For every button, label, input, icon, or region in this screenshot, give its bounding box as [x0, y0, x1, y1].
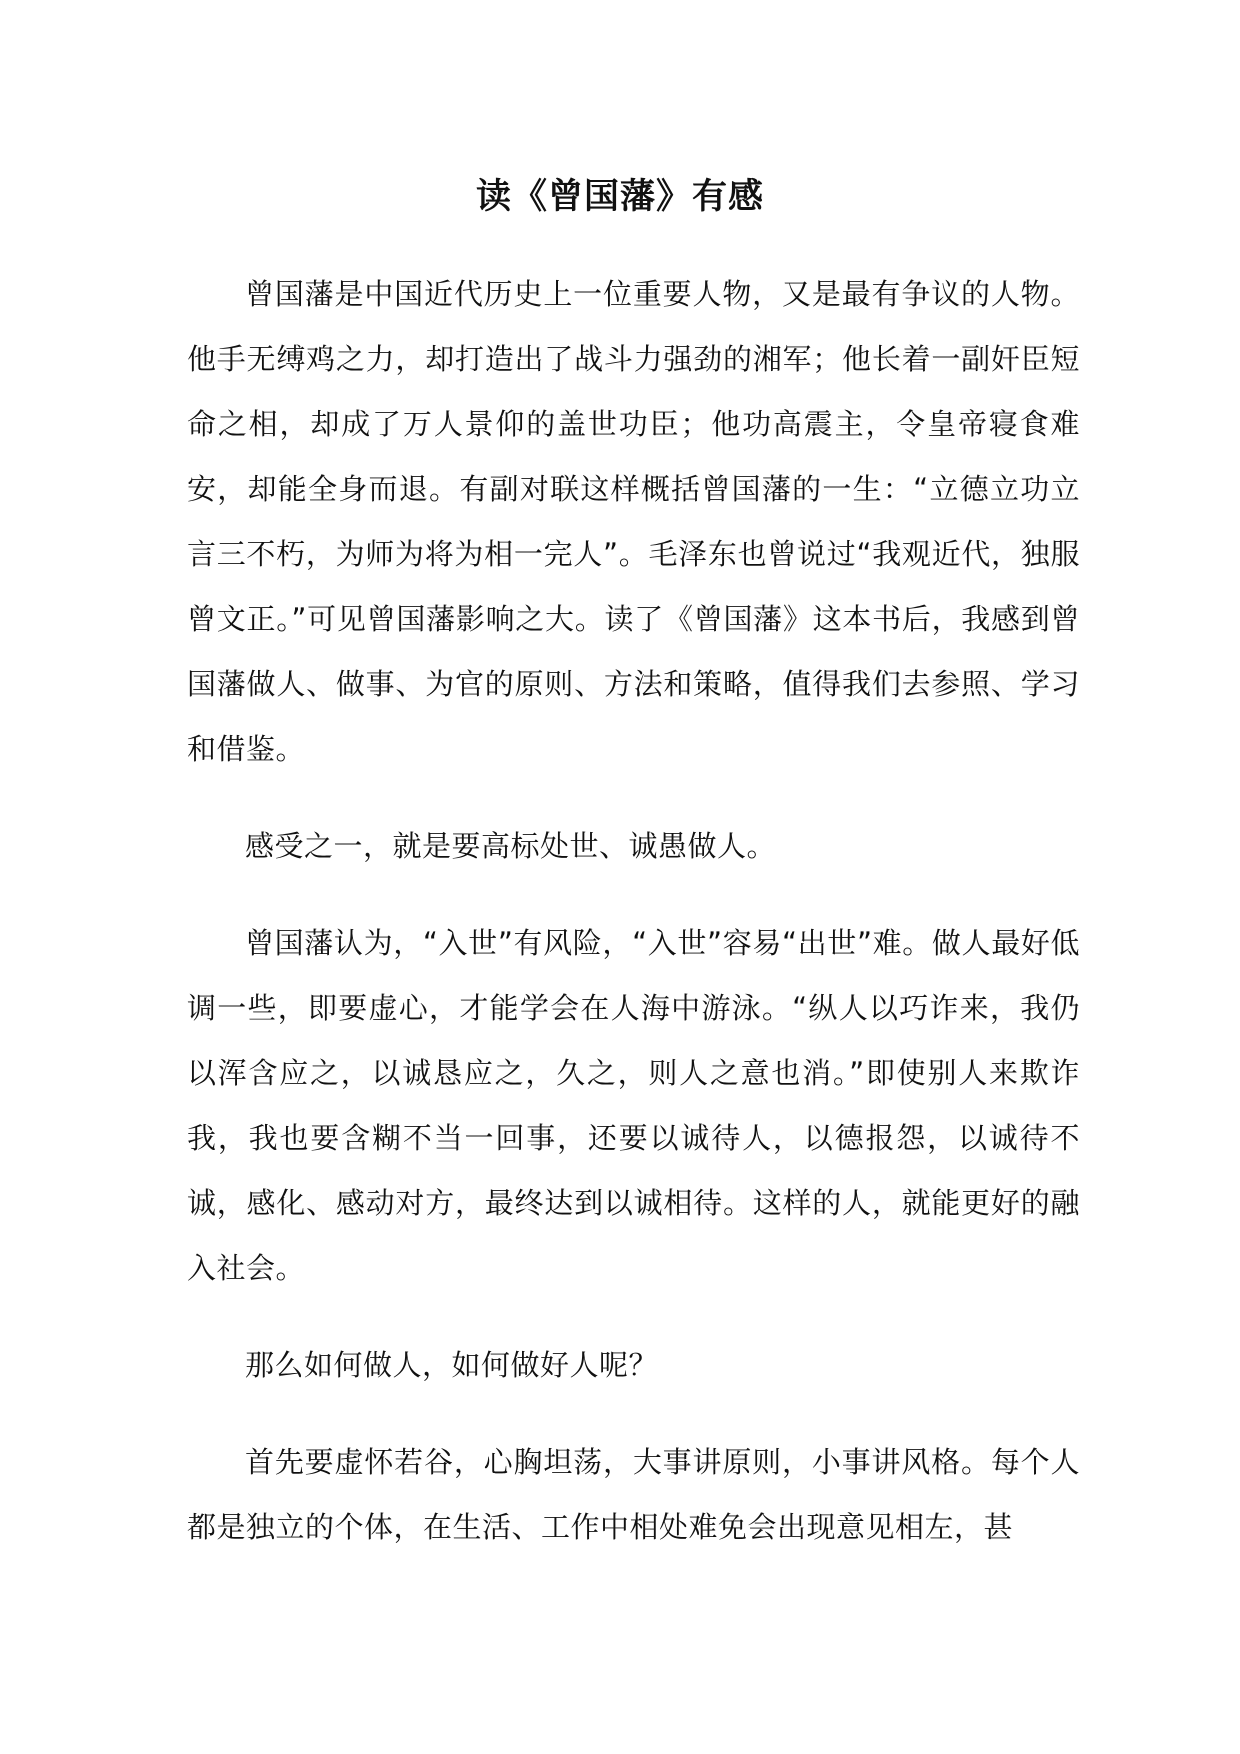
document-title: 读《曾国藩》有感	[475, 177, 764, 217]
paragraph-intro: 曾国藩是中国近代历史上一位重要人物，又是最有争议的人物。他手无缚鸡之力，却打造出了战斗力强劲的湘军；他长着一副奸臣短命之相，却成了万人景仰的盖世功臣；他功高震主，令皇帝寝食难安，却能全身而退。有副对联这样概括曾国藩的一生：“立德立功立言三不朽，为师为将为相一完人”。毛泽东也曾说过“我观近代，独服曾文正。”可见曾国藩影响之大。读了《曾国藩》这本书后，我感到曾国藩做人、做事、为官的原则、方法和策略，值得我们去参照、学习和借鉴。	[187, 277, 1080, 766]
document-body	[187, 262, 1080, 1592]
paragraph-humility: 曾国藩认为，“入世”有风险，“入世”容易“出世”难。做人最好低调一些，即要虚心，才能学会在人海中游泳。“纵人以巧诈来，我仍以浑含应之，以诚恳应之，久之，则人之意也消。”即使别人来欺诈我，我也要含糊不当一回事，还要以诚待人，以德报怨，以诚待不诚，感化、感动对方，最终达到以诚相待。这样的人，就能更好的融入社会。	[187, 926, 1080, 1285]
paragraph-question: 那么如何做人，如何做好人呢？	[245, 1348, 659, 1382]
paragraph-first-point: 首先要虚怀若谷，心胸坦荡，大事讲原则，小事讲风格。每个人都是独立的个体，在生活、工作中相处难免会出现意见相左，甚	[187, 1445, 1080, 1544]
paragraph-insight-one: 感受之一，就是要高标处世、诚愚做人。	[245, 829, 777, 863]
